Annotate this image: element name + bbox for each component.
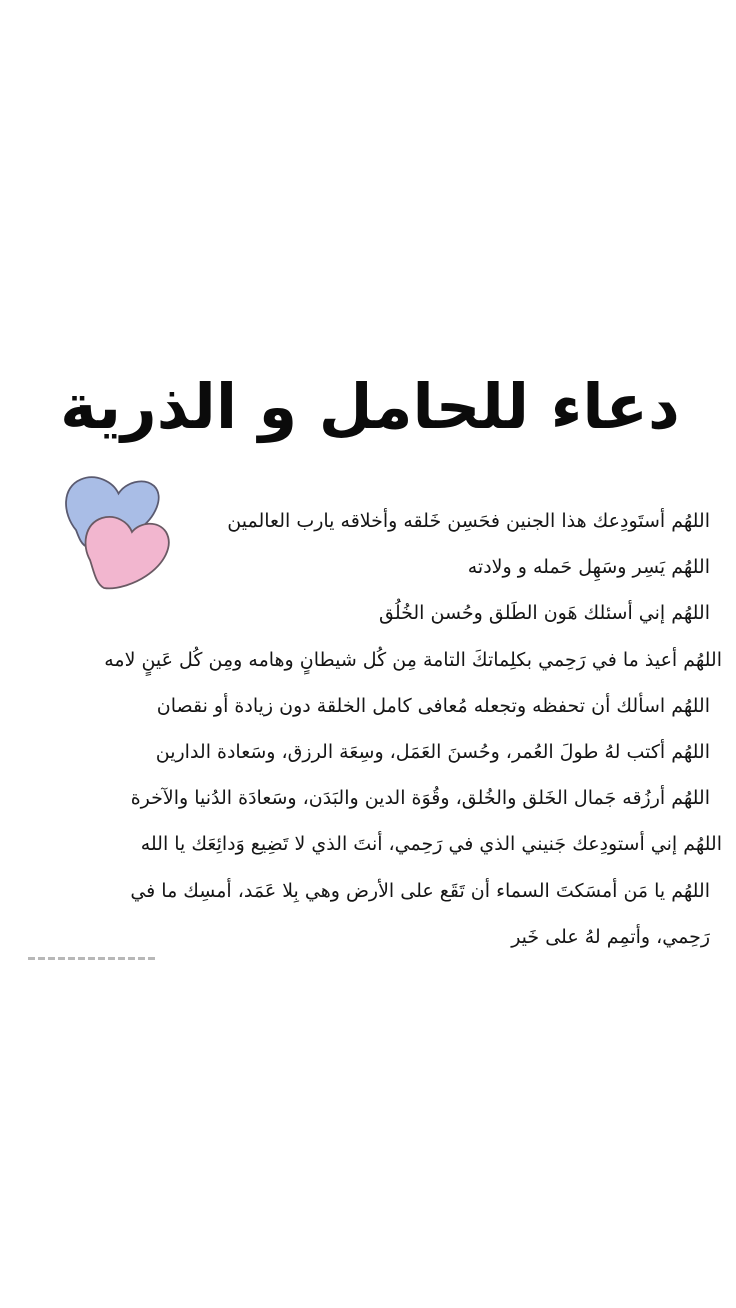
supplication-line: اللهُم إني أسئلك هَون الطَلق وحُسن الخُلُق (378, 602, 710, 625)
supplication-line: رَحِمي، وأتمِم لهُ على خَير (511, 925, 710, 948)
supplication-line: اللهُم يَسِر وسَهِل حَمله و ولادته (467, 556, 710, 579)
cropped-footer-text (28, 952, 158, 962)
supplication-line: اللهُم أكتب لهُ طولَ العُمر، وحُسنَ العَمَل، وسِعَة الرزق، وسَعادة الدارين (155, 740, 710, 763)
page-title: دعاء للحامل و الذرية (60, 370, 680, 443)
supplication-line: اللهُم أرزُقه جَمال الخَلق والخُلق، وقُوَة الدين والبَدَن، وسَعادَة الدُنيا والآخرة (130, 787, 710, 810)
supplication-line: اللهُم أستَودِعك هذا الجنين فحَسِن خَلقه وأخلاقه يارب العالمين (227, 510, 710, 532)
supplication-line: اللهُم أعيذ ما في رَحِمي بكلِماتكَ التامة مِن كُل شيطانٍ وهامه ومِن كُل عَينٍ لامه (104, 648, 722, 671)
supplication-text (8, 498, 722, 963)
supplication-line: اللهُم اسألك أن تحفظه وتجعله مُعافى كامل الخلقة دون زيادة أو نقصان (156, 694, 710, 717)
supplication-line: اللهُم يا مَن أمسَكتَ السماء أن تَقَع على الأرض وهي بِلا عَمَد، أمسِك ما في (130, 879, 710, 902)
supplication-line: اللهُم إني أستودِعك جَنيني الذي في رَحِمي، أنتَ الذي لا تَضِيع وَدائِعَك يا الله (140, 833, 722, 856)
